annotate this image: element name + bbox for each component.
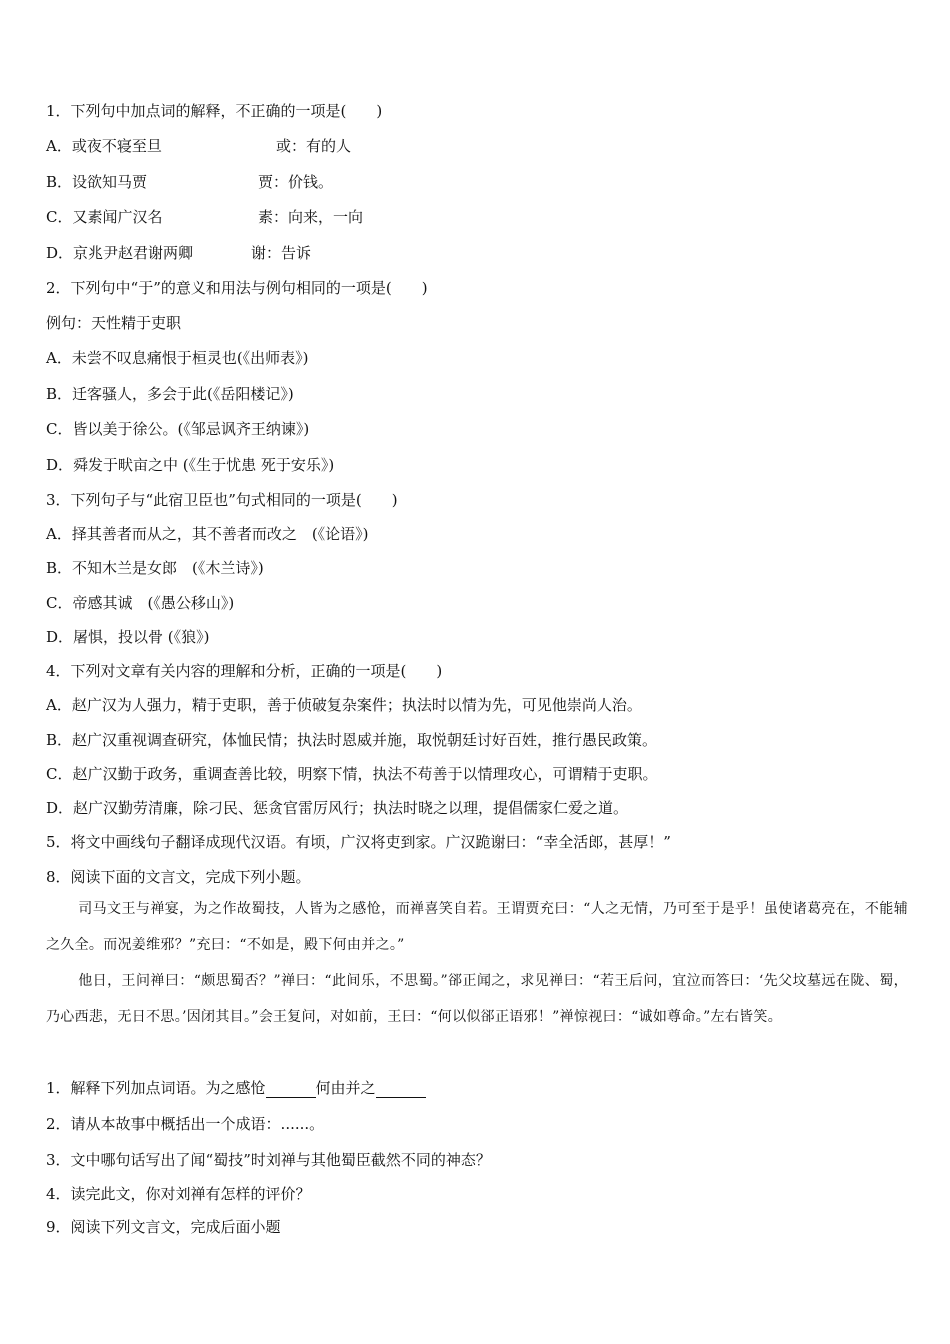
q3-option-b: B．不知木兰是女郎 (《木兰诗》): [46, 559, 264, 577]
q3-stem: 3．下列句子与“此宿卫臣也”句式相同的一项是( ): [46, 491, 398, 509]
q4-stem: 4．下列对文章有关内容的理解和分析，正确的一项是( ): [46, 662, 443, 680]
q8-sub2: 2．请从本故事中概括出一个成语：......。: [46, 1115, 325, 1133]
q8-passage-paragraph-1: 司马文王与禅宴，为之作故蜀技，人皆为之感怆，而禅喜笑自若。王谓贾充曰：“人之无情，乃可至于是乎！虽使诸葛亮在，不能辅之久全。而况姜维邪？”充曰：“不如是，殿下何由并之。”: [46, 901, 908, 953]
q8-sub1-blank-2[interactable]: [376, 1081, 426, 1098]
q8-passage-paragraph-2: 他日，王问禅曰：“颇思蜀否？”禅曰：“此间乐，不思蜀。”郤正闻之，求见禅曰：“若王后问，宜泣而答曰：‘先父坟墓远在陇、蜀，乃心西悲，无日不思。’因闭其目。”会王复问，对如前，王曰：“何以似郤正语邪！”禅惊视曰：“诚如尊命。”左右皆笑。: [46, 973, 908, 1025]
q4-option-d: D．赵广汉勤劳清廉，除刁民、惩贪官雷厉风行；执法时晓之以理，提倡儒家仁爱之道。: [46, 799, 629, 817]
q1-option-c-gloss: 素：向来，一向: [258, 208, 364, 226]
q9-stem: 9．阅读下列文言文，完成后面小题: [46, 1218, 281, 1236]
q1-option-b-gloss: 贾：价钱。: [258, 173, 334, 191]
q8-sub1-blank-1[interactable]: [266, 1081, 316, 1098]
q2-option-a: A．未尝不叹息痛恨于桓灵也(《出师表》): [46, 349, 309, 367]
q4-option-b: B．赵广汉重视调查研究，体恤民情；执法时恩威并施，取悦朝廷讨好百姓，推行愚民政策。: [46, 731, 658, 749]
q2-option-c: C．皆以美于徐公。(《邹忌讽齐王纳谏》): [46, 420, 310, 438]
q8-passage: [46, 891, 908, 1035]
q1-option-c: [46, 207, 363, 227]
q1-option-b: [46, 172, 333, 192]
q1-option-a-text: A．或夜不寝至旦: [46, 137, 162, 155]
q1-option-a-gloss: 或：有的人: [276, 137, 352, 155]
q8-stem: 8．阅读下面的文言文，完成下列小题。: [46, 868, 311, 886]
q1-option-d: [46, 243, 311, 263]
q8-sub1: [46, 1078, 426, 1098]
q4-option-c: C．赵广汉勤于政务，重调查善比较，明察下情，执法不苟善于以情理攻心，可谓精于吏职。: [46, 765, 658, 783]
q2-stem: 2．下列句中“于”的意义和用法与例句相同的一项是( ): [46, 279, 428, 297]
q1-option-d-text: D．京兆尹赵君谢两卿: [46, 244, 194, 262]
q2-option-d: D．舜发于畎亩之中 (《生于忧患 死于安乐》): [46, 456, 335, 474]
q1-option-a: [46, 136, 351, 156]
q1-option-d-gloss: 谢：告诉: [251, 244, 312, 262]
q8-sub1-part-b: 何由并之: [315, 1079, 376, 1097]
q1-stem: 1．下列句中加点词的解释，不正确的一项是( ): [46, 102, 383, 120]
q3-option-a: A．择其善者而从之，其不善者而改之 (《论语》): [46, 525, 369, 543]
q3-option-c: C．帝感其诚 (《愚公移山》): [46, 594, 235, 612]
q1-option-c-text: C．又素闻广汉名: [46, 208, 163, 226]
q2-option-b: B．迁客骚人，多会于此(《岳阳楼记》): [46, 385, 294, 403]
q3-option-d: D．屠惧，投以骨 (《狼》): [46, 628, 210, 646]
q5-stem: 5．将文中画线句子翻译成现代汉语。有顷，广汉将吏到家。广汉跪谢曰：“幸全活郎，甚厚！”: [46, 833, 671, 851]
q8-sub1-part-a: 1．解释下列加点词语。为之感怆: [46, 1079, 266, 1097]
q1-option-b-text: B．设欲知马贾: [46, 173, 148, 191]
q2-example: 例句：天性精于吏职: [46, 314, 182, 332]
q4-option-a: A．赵广汉为人强力，精于吏职，善于侦破复杂案件；执法时以情为先，可见他崇尚人治。: [46, 696, 642, 714]
q8-sub4: 4．读完此文，你对刘禅有怎样的评价？: [46, 1185, 311, 1203]
q8-sub3: 3．文中哪句话写出了闻“蜀技”时刘禅与其他蜀臣截然不同的神态？: [46, 1151, 491, 1169]
